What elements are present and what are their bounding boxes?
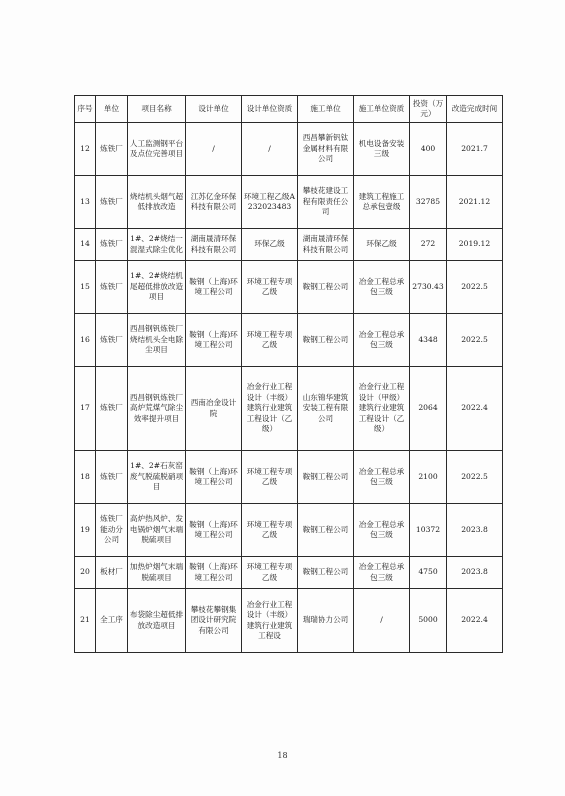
- cell-unit: 炼铁厂: [96, 176, 128, 229]
- cell-design-qualification: 环境工程专项乙级: [242, 557, 298, 589]
- cell-completion-time: 2022.4: [447, 367, 503, 451]
- cell-completion-time: 2023.8: [447, 557, 503, 589]
- cell-design-qualification: 环境工程专项乙级: [242, 451, 298, 504]
- cell-construction-qualification: 机电设备安装三级: [354, 123, 410, 176]
- cell-project-name: 西昌钢钒炼铁厂烧结机头全电除尘项目: [128, 314, 186, 367]
- table-row: [75, 451, 503, 504]
- cell-construction-unit: 鞍钢工程公司: [298, 504, 354, 557]
- cell-design-unit: 鞍钢（上海)环境工程公司: [186, 261, 242, 314]
- cell-completion-time: 2022.5: [447, 314, 503, 367]
- cell-design-qualification: 环境工程专项乙级: [242, 314, 298, 367]
- cell-construction-unit: 鞍钢工程公司: [298, 314, 354, 367]
- cell-construction-qualification: 冶金工程总承包三级: [354, 504, 410, 557]
- cell-design-qualification: /: [242, 123, 298, 176]
- cell-investment: 400: [410, 123, 447, 176]
- cell-construction-qualification: /: [354, 589, 410, 653]
- cell-project-name: 1#、2#石灰窑废气脱硫脱硝项目: [128, 451, 186, 504]
- table-row: [75, 261, 503, 314]
- cell-index: 18: [75, 451, 96, 504]
- cell-unit: 炼铁厂: [96, 314, 128, 367]
- cell-design-unit: 江苏亿金环保科技有限公司: [186, 176, 242, 229]
- cell-investment: 2730.43: [410, 261, 447, 314]
- cell-project-name: 布袋除尘超低排放改造项目: [128, 589, 186, 653]
- cell-design-unit: 西南冶金设计院: [186, 367, 242, 451]
- cell-index: 13: [75, 176, 96, 229]
- header-unit: 单位: [96, 96, 128, 123]
- cell-construction-unit: 瑞瑞协力公司: [298, 589, 354, 653]
- header-completion-time: 改造完成时间: [447, 96, 503, 123]
- table-row: [75, 367, 503, 451]
- cell-completion-time: 2021.7: [447, 123, 503, 176]
- cell-construction-qualification: 冶金工程总承包三级: [354, 557, 410, 589]
- cell-completion-time: 2022.4: [447, 589, 503, 653]
- cell-unit: 炼铁厂: [96, 367, 128, 451]
- cell-index: 20: [75, 557, 96, 589]
- header-construction-qualification: 施工单位资质: [354, 96, 410, 123]
- cell-construction-unit: 鞍钢工程公司: [298, 451, 354, 504]
- cell-unit: 炼铁厂: [96, 451, 128, 504]
- cell-investment: 10372: [410, 504, 447, 557]
- header-construction-unit: 施工单位: [298, 96, 354, 123]
- cell-investment: 272: [410, 229, 447, 261]
- cell-construction-unit: 攀枝花建设工程有限责任公司: [298, 176, 354, 229]
- cell-project-name: 1#、2#烧结一混湿式除尘优化: [128, 229, 186, 261]
- cell-index: 21: [75, 589, 96, 653]
- cell-construction-unit: 西昌攀新钒钛金属材料有限公司: [298, 123, 354, 176]
- cell-construction-qualification: 建筑工程施工总承包壹级: [354, 176, 410, 229]
- page-number: 18: [277, 751, 288, 760]
- header-index: 序号: [75, 96, 96, 123]
- cell-project-name: 加热炉烟气末端脱硫项目: [128, 557, 186, 589]
- header-design-unit: 设计单位: [186, 96, 242, 123]
- table-row: [75, 557, 503, 589]
- cell-index: 15: [75, 261, 96, 314]
- cell-project-name: 烧结机头烟气超低排放改造: [128, 176, 186, 229]
- table-row: [75, 504, 503, 557]
- cell-construction-qualification: 环保乙级: [354, 229, 410, 261]
- table-row: [75, 229, 503, 261]
- cell-construction-qualification: 冶金工程总承包三级: [354, 451, 410, 504]
- cell-construction-unit: 山东锦华建筑安装工程有限公司: [298, 367, 354, 451]
- cell-index: 16: [75, 314, 96, 367]
- cell-construction-qualification: 冶金工程总承包三级: [354, 261, 410, 314]
- cell-design-qualification: 环境工程乙级A232023483: [242, 176, 298, 229]
- cell-design-unit: 鞍钢（上海)环境工程公司: [186, 557, 242, 589]
- cell-project-name: 高炉热风炉、发电锅炉烟气末端脱硫项目: [128, 504, 186, 557]
- cell-unit: 炼铁厂: [96, 261, 128, 314]
- cell-investment: 2064: [410, 367, 447, 451]
- cell-design-qualification: 冶金行业工程设计（丰级）建筑行业建筑工程设计（乙级）: [242, 367, 298, 451]
- cell-unit: 炼铁厂: [96, 229, 128, 261]
- cell-index: 12: [75, 123, 96, 176]
- cell-completion-time: 2023.8: [447, 504, 503, 557]
- cell-project-name: 人工监测钢平台及点位完善项目: [128, 123, 186, 176]
- cell-completion-time: 2022.5: [447, 261, 503, 314]
- cell-completion-time: 2022.5: [447, 451, 503, 504]
- cell-design-unit: 鞍钢（上海)环境工程公司: [186, 451, 242, 504]
- cell-investment: 5000: [410, 589, 447, 653]
- table-header-row: [75, 96, 503, 123]
- cell-construction-unit: 鞍钢工程公司: [298, 261, 354, 314]
- cell-construction-qualification: 冶金工程总承包三级: [354, 314, 410, 367]
- cell-project-name: 西昌钢钒炼铁厂高炉荒煤气除尘效率提升项目: [128, 367, 186, 451]
- cell-construction-unit: 湖南晟清环保科技有限公司: [298, 229, 354, 261]
- cell-design-qualification: 环保乙级: [242, 229, 298, 261]
- cell-index: 19: [75, 504, 96, 557]
- header-project-name: 项目名称: [128, 96, 186, 123]
- cell-investment: 32785: [410, 176, 447, 229]
- cell-completion-time: 2019.12: [447, 229, 503, 261]
- header-design-qualification: 设计单位资质: [242, 96, 298, 123]
- table-row: [75, 123, 503, 176]
- cell-investment: 4750: [410, 557, 447, 589]
- cell-design-qualification: 环境工程专项乙级: [242, 261, 298, 314]
- cell-unit: 炼铁厂能动分公司: [96, 504, 128, 557]
- cell-unit: 板材厂: [96, 557, 128, 589]
- project-table: [74, 95, 503, 653]
- cell-design-unit: 湖南晟清环保科技有限公司: [186, 229, 242, 261]
- cell-index: 14: [75, 229, 96, 261]
- table-row: [75, 314, 503, 367]
- cell-investment: 4348: [410, 314, 447, 367]
- cell-completion-time: 2021.12: [447, 176, 503, 229]
- cell-design-unit: 鞍钢（上海)环境工程公司: [186, 504, 242, 557]
- cell-unit: 全工序: [96, 589, 128, 653]
- cell-design-unit: 鞍钢（上海)环境工程公司: [186, 314, 242, 367]
- cell-design-unit: /: [186, 123, 242, 176]
- cell-project-name: 1#、2#烧结机尾超低排放改造项目: [128, 261, 186, 314]
- table-row: [75, 176, 503, 229]
- cell-investment: 2100: [410, 451, 447, 504]
- cell-design-qualification: 环境工程专项乙级: [242, 504, 298, 557]
- cell-index: 17: [75, 367, 96, 451]
- cell-unit: 炼铁厂: [96, 123, 128, 176]
- cell-design-qualification: 冶金行业工程设计（丰级）建筑行业建筑工程设: [242, 589, 298, 653]
- table-row: [75, 589, 503, 653]
- header-investment: 投资（万元）: [410, 96, 447, 123]
- cell-construction-unit: 鞍钢工程公司: [298, 557, 354, 589]
- cell-design-unit: 攀枝花攀钢集团设计研究院有限公司: [186, 589, 242, 653]
- cell-construction-qualification: 冶金行业工程设计（甲级）建筑行业建筑工程设计（乙级）: [354, 367, 410, 451]
